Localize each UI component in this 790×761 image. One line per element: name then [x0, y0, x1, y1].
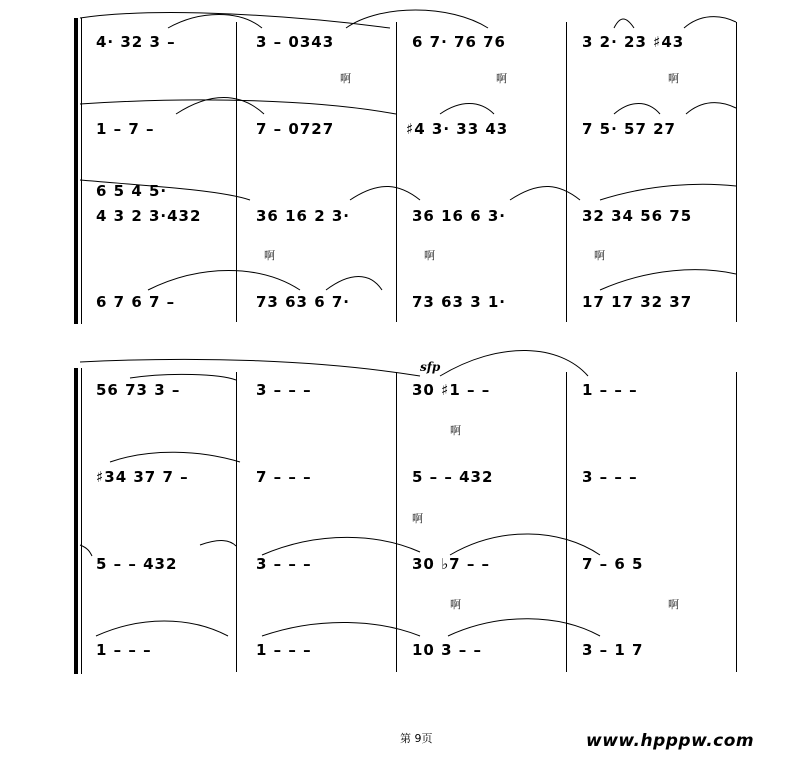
- s2-p1-bar3: 30 ♯1 – –: [412, 381, 491, 399]
- slur: [440, 350, 588, 376]
- s2-lyric-2: 啊: [412, 512, 423, 525]
- s2-p3-bar3: 30 ♭7 – –: [412, 555, 491, 573]
- s2-p3-bar4: 7 – 6 5: [582, 555, 644, 573]
- s2-p2-bar4: 3 – – –: [582, 468, 638, 486]
- slur: [440, 104, 494, 115]
- slur: [80, 13, 390, 28]
- slur: [110, 452, 240, 462]
- s1-p3-bar3: 36 16 6 3·: [412, 207, 506, 225]
- s2-lyric-1: 啊: [450, 424, 461, 437]
- s2-p4-bar4: 3 – 1 7: [582, 641, 644, 659]
- s1-p2-bar1: 1 – 7 –: [96, 120, 155, 138]
- slur: [130, 374, 236, 380]
- s1-p1-bar4: 3 2· 23 ♯43: [582, 33, 685, 51]
- s1-p2-bar3: ♯4 3· 33 43: [406, 120, 509, 138]
- s1-p4-bar4: 17 17 32 37: [582, 293, 693, 311]
- slur: [600, 184, 736, 200]
- s1-lyric-6: 啊: [594, 249, 605, 262]
- s2-p4-bar3: 10 3 – –: [412, 641, 482, 659]
- slur: [600, 270, 736, 290]
- s2-p3-bar1: 5 – – 432: [96, 555, 178, 573]
- s1-p4-bar2: 73 63 6 7·: [256, 293, 350, 311]
- slur: [80, 180, 250, 200]
- slur: [326, 277, 382, 291]
- s1-lyric-4: 啊: [264, 249, 275, 262]
- s2-lyric-4: 啊: [668, 598, 679, 611]
- s2-p1-bar4: 1 – – –: [582, 381, 638, 399]
- slur: [614, 104, 660, 115]
- page-number: 第 9页: [400, 732, 433, 745]
- s2-lyric-3: 啊: [450, 598, 461, 611]
- s1-lyric-5: 啊: [424, 249, 435, 262]
- s1-lyric-2: 啊: [496, 72, 507, 85]
- slur: [262, 622, 420, 636]
- slur: [448, 619, 600, 636]
- s2-p4-bar1: 1 – – –: [96, 641, 152, 659]
- slur: [80, 359, 420, 376]
- s1-lyric-3: 啊: [668, 72, 679, 85]
- s2-p2-bar3: 5 – – 432: [412, 468, 494, 486]
- s1-p3-bar1: 4 3 2 3·432: [96, 207, 202, 225]
- s2-p1-bar1: 56 73 3 –: [96, 381, 181, 399]
- s1-p4-bar1: 6 7 6 7 –: [96, 293, 176, 311]
- s1-p1-bar1: 4· 32 3 –: [96, 33, 176, 51]
- s2-p1-bar2: 3 – – –: [256, 381, 312, 399]
- slur: [80, 545, 92, 556]
- s2-p2-bar1: ♯34 37 7 –: [96, 468, 189, 486]
- s1-p3-upper: 6 5 4 5·: [96, 182, 168, 200]
- slur: [96, 621, 228, 636]
- slur: [614, 19, 634, 28]
- slur: [168, 15, 262, 29]
- slur: [684, 17, 736, 28]
- s1-p3-bar2: 36 16 2 3·: [256, 207, 350, 225]
- slur: [200, 541, 236, 546]
- s2-p2-bar2: 7 – – –: [256, 468, 312, 486]
- slur: [510, 186, 580, 200]
- s1-p2-bar2: 7 – 0727: [256, 120, 335, 138]
- s1-p3-bar4: 32 34 56 75: [582, 207, 693, 225]
- s1-p1-bar3: 6 7· 76 76: [412, 33, 506, 51]
- slur: [686, 103, 736, 114]
- s1-p1-bar2: 3 – 0343: [256, 33, 335, 51]
- dynamic-marking: sfp: [420, 360, 441, 374]
- slur: [262, 537, 420, 555]
- slur: [350, 186, 420, 200]
- slur: [148, 271, 300, 291]
- slur: [450, 534, 600, 555]
- watermark: www.hpppw.com: [586, 731, 755, 751]
- slur: [80, 100, 396, 114]
- s1-p2-bar4: 7 5· 57 27: [582, 120, 676, 138]
- s2-p4-bar2: 1 – – –: [256, 641, 312, 659]
- s1-p4-bar3: 73 63 3 1·: [412, 293, 506, 311]
- s1-lyric-1: 啊: [340, 72, 351, 85]
- s2-p3-bar2: 3 – – –: [256, 555, 312, 573]
